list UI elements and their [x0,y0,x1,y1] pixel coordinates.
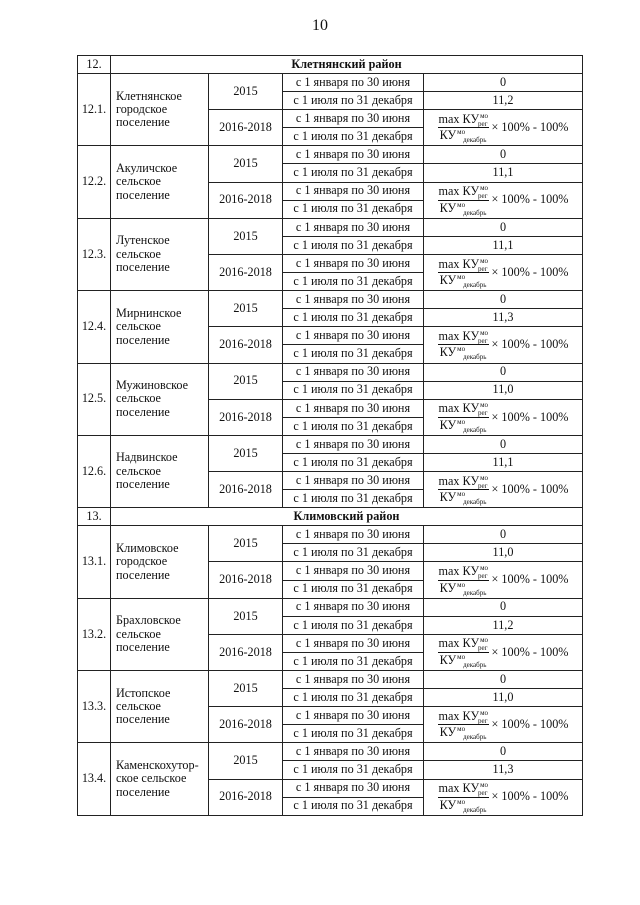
period-cell: с 1 января по 30 июня [283,707,424,725]
formula-denominator: КУ [439,652,457,667]
settlement-name: Каменскохутор-ское сельское поселение [111,743,209,815]
period-cell: с 1 июля по 31 декабря [283,164,424,182]
formula-fraction [438,782,489,812]
period-cell: с 1 июля по 31 декабря [283,417,424,435]
formula-subscript: рег [478,409,488,418]
formula-fraction [438,710,489,740]
table-row [78,435,583,453]
formula-superscript: мо [480,781,489,790]
value-cell: 11,2 [424,616,583,634]
formula-numerator: max КУ [438,401,480,416]
formula-numerator: max КУ [438,328,480,343]
table-row [78,74,583,92]
formula-subscript: декабрь [463,660,487,669]
formula-cell [424,327,583,363]
formula-superscript: мо [480,256,489,265]
formula-cell [424,110,583,146]
value-cell: 11,0 [424,544,583,562]
settlement-name: Климовское городское поселение [111,526,209,598]
formula-denominator: КУ [439,725,457,740]
formula-superscript: мо [480,401,489,410]
year-cell: 2016-2018 [209,110,283,146]
period-cell: с 1 июля по 31 декабря [283,345,424,363]
year-cell: 2015 [209,291,283,327]
formula-cell [424,254,583,290]
row-number: 13.1. [78,526,111,598]
formula-tail: × 100% - 100% [491,789,569,804]
period-cell: с 1 июля по 31 декабря [283,490,424,508]
formula-numerator: max КУ [438,111,480,126]
formula-cell [424,562,583,598]
formula-superscript: мо [457,200,466,209]
table-row [78,743,583,761]
value-cell: 11,1 [424,453,583,471]
formula-fraction [438,330,489,360]
period-cell: с 1 января по 30 июня [283,671,424,689]
formula-denominator: КУ [439,200,457,215]
formula-superscript: мо [457,797,466,806]
row-number: 12.1. [78,74,111,146]
period-cell: с 1 июля по 31 декабря [283,92,424,110]
year-cell: 2016-2018 [209,472,283,508]
formula-fraction [438,113,489,143]
formula-subscript: декабрь [463,208,487,217]
year-cell: 2015 [209,671,283,707]
value-cell: 11,3 [424,761,583,779]
formula-superscript: мо [457,128,466,137]
year-cell: 2015 [209,598,283,634]
year-cell: 2015 [209,526,283,562]
value-cell: 11,0 [424,689,583,707]
period-cell: с 1 января по 30 июня [283,435,424,453]
formula-denominator: КУ [439,580,457,595]
value-cell: 0 [424,74,583,92]
period-cell: с 1 июля по 31 декабря [283,128,424,146]
year-cell: 2015 [209,435,283,471]
period-cell: с 1 июля по 31 декабря [283,580,424,598]
year-cell: 2015 [209,74,283,110]
period-cell: с 1 января по 30 июня [283,634,424,652]
section-title: Климовский район [111,508,583,526]
table-row [78,671,583,689]
formula-tail: × 100% - 100% [491,264,569,279]
period-cell: с 1 июля по 31 декабря [283,797,424,815]
formula-denominator: КУ [439,345,457,360]
settlement-name: Истопское сельское поселение [111,671,209,743]
period-cell: с 1 января по 30 июня [283,598,424,616]
period-cell: с 1 июля по 31 декабря [283,725,424,743]
formula-subscript: рег [478,119,488,128]
formula-superscript: мо [457,725,466,734]
year-cell: 2016-2018 [209,182,283,218]
year-cell: 2016-2018 [209,634,283,670]
formula-numerator: max КУ [438,708,480,723]
year-cell: 2016-2018 [209,779,283,815]
value-cell: 0 [424,363,583,381]
formula-subscript: рег [478,264,488,273]
formula-tail: × 100% - 100% [491,572,569,587]
settlement-name: Брахловское сельское поселение [111,598,209,670]
period-cell: с 1 января по 30 июня [283,399,424,417]
table-row [78,526,583,544]
formula-tail: × 100% - 100% [491,120,569,135]
formula-fraction [438,185,489,215]
formula-tail: × 100% - 100% [491,192,569,207]
page-number: 10 [312,17,328,34]
section-title: Клетнянский район [111,56,583,74]
value-cell: 11,3 [424,309,583,327]
year-cell: 2015 [209,743,283,779]
formula-fraction [438,402,489,432]
formula-superscript: мо [457,417,466,426]
settlement-name: Клетнянское городское поселение [111,74,209,146]
formula-denominator: КУ [439,490,457,505]
formula-fraction [438,475,489,505]
period-cell: с 1 января по 30 июня [283,110,424,128]
formula-subscript: рег [478,716,488,725]
period-cell: с 1 июля по 31 декабря [283,273,424,291]
formula-numerator: max КУ [438,564,480,579]
formula-subscript: рег [478,644,488,653]
period-cell: с 1 июля по 31 декабря [283,381,424,399]
row-number: 13.3. [78,671,111,743]
period-cell: с 1 января по 30 июня [283,327,424,345]
formula-denominator: КУ [439,273,457,288]
formula-numerator: max КУ [438,473,480,488]
table-row [78,146,583,164]
formula-denominator: КУ [439,797,457,812]
formula-tail: × 100% - 100% [491,481,569,496]
value-cell: 11,1 [424,164,583,182]
period-cell: с 1 января по 30 июня [283,562,424,580]
year-cell: 2015 [209,146,283,182]
formula-subscript: рег [478,789,488,798]
formula-subscript: декабрь [463,353,487,362]
table-row [78,598,583,616]
formula-subscript: декабрь [463,425,487,434]
table-row [78,363,583,381]
period-cell: с 1 января по 30 июня [283,74,424,92]
formula-cell [424,779,583,815]
period-cell: с 1 июля по 31 декабря [283,761,424,779]
table-row [78,291,583,309]
formula-tail: × 100% - 100% [491,409,569,424]
formula-superscript: мо [480,328,489,337]
period-cell: с 1 января по 30 июня [283,146,424,164]
formula-superscript: мо [457,652,466,661]
formula-superscript: мо [480,473,489,482]
formula-denominator: КУ [439,417,457,432]
period-cell: с 1 января по 30 июня [283,779,424,797]
formula-fraction [438,258,489,288]
row-number: 12.6. [78,435,111,507]
period-cell: с 1 июля по 31 декабря [283,453,424,471]
formula-superscript: мо [480,184,489,193]
value-cell: 11,1 [424,236,583,254]
row-number: 12.5. [78,363,111,435]
section-header-row [78,508,583,526]
formula-subscript: декабрь [463,588,487,597]
formula-superscript: мо [457,490,466,499]
formula-superscript: мо [457,273,466,282]
formula-numerator: max КУ [438,636,480,651]
value-cell: 0 [424,743,583,761]
formula-subscript: рег [478,192,488,201]
formula-subscript: декабрь [463,805,487,814]
value-cell: 0 [424,218,583,236]
row-number: 13.2. [78,598,111,670]
formula-superscript: мо [480,564,489,573]
period-cell: с 1 января по 30 июня [283,254,424,272]
year-cell: 2016-2018 [209,254,283,290]
settlement-name: Мирнинское сельское поселение [111,291,209,363]
table-row [78,218,583,236]
formula-subscript: декабрь [463,281,487,290]
section-number: 13. [78,508,111,526]
formula-superscript: мо [457,345,466,354]
period-cell: с 1 января по 30 июня [283,291,424,309]
section-number: 12. [78,56,111,74]
formula-superscript: мо [480,708,489,717]
period-cell: с 1 июля по 31 декабря [283,616,424,634]
value-cell: 11,0 [424,381,583,399]
formula-subscript: декабрь [463,136,487,145]
year-cell: 2016-2018 [209,562,283,598]
value-cell: 0 [424,435,583,453]
formula-fraction [438,565,489,595]
formula-tail: × 100% - 100% [491,337,569,352]
settlement-name: Акуличское сельское поселение [111,146,209,218]
period-cell: с 1 января по 30 июня [283,743,424,761]
value-cell: 11,2 [424,92,583,110]
section-header-row [78,56,583,74]
formula-subscript: рег [478,481,488,490]
formula-superscript: мо [480,636,489,645]
formula-subscript: декабрь [463,733,487,742]
period-cell: с 1 июля по 31 декабря [283,652,424,670]
formula-cell [424,399,583,435]
formula-cell [424,472,583,508]
year-cell: 2016-2018 [209,327,283,363]
formula-subscript: декабрь [463,498,487,507]
row-number: 12.2. [78,146,111,218]
year-cell: 2015 [209,363,283,399]
formula-numerator: max КУ [438,256,480,271]
formula-superscript: мо [457,580,466,589]
period-cell: с 1 января по 30 июня [283,363,424,381]
period-cell: с 1 июля по 31 декабря [283,309,424,327]
year-cell: 2015 [209,218,283,254]
formula-subscript: рег [478,572,488,581]
formula-numerator: max КУ [438,184,480,199]
formula-cell [424,634,583,670]
period-cell: с 1 июля по 31 декабря [283,544,424,562]
settlement-name: Мужиновское сельское поселение [111,363,209,435]
settlement-name: Лутенское сельское поселение [111,218,209,290]
value-cell: 0 [424,146,583,164]
value-cell: 0 [424,291,583,309]
period-cell: с 1 января по 30 июня [283,218,424,236]
value-cell: 0 [424,598,583,616]
year-cell: 2016-2018 [209,707,283,743]
period-cell: с 1 июля по 31 декабря [283,689,424,707]
formula-cell [424,707,583,743]
row-number: 13.4. [78,743,111,815]
period-cell: с 1 июля по 31 декабря [283,236,424,254]
formula-tail: × 100% - 100% [491,644,569,659]
settlement-name: Надвинское сельское поселение [111,435,209,507]
value-cell: 0 [424,526,583,544]
formula-cell [424,182,583,218]
period-cell: с 1 января по 30 июня [283,472,424,490]
formula-subscript: рег [478,336,488,345]
formula-superscript: мо [480,111,489,120]
row-number: 12.4. [78,291,111,363]
period-cell: с 1 января по 30 июня [283,182,424,200]
value-cell: 0 [424,671,583,689]
year-cell: 2016-2018 [209,399,283,435]
formula-denominator: КУ [439,128,457,143]
formula-fraction [438,637,489,667]
period-cell: с 1 января по 30 июня [283,526,424,544]
tariff-table [77,55,583,816]
row-number: 12.3. [78,218,111,290]
period-cell: с 1 июля по 31 декабря [283,200,424,218]
formula-tail: × 100% - 100% [491,717,569,732]
formula-numerator: max КУ [438,781,480,796]
